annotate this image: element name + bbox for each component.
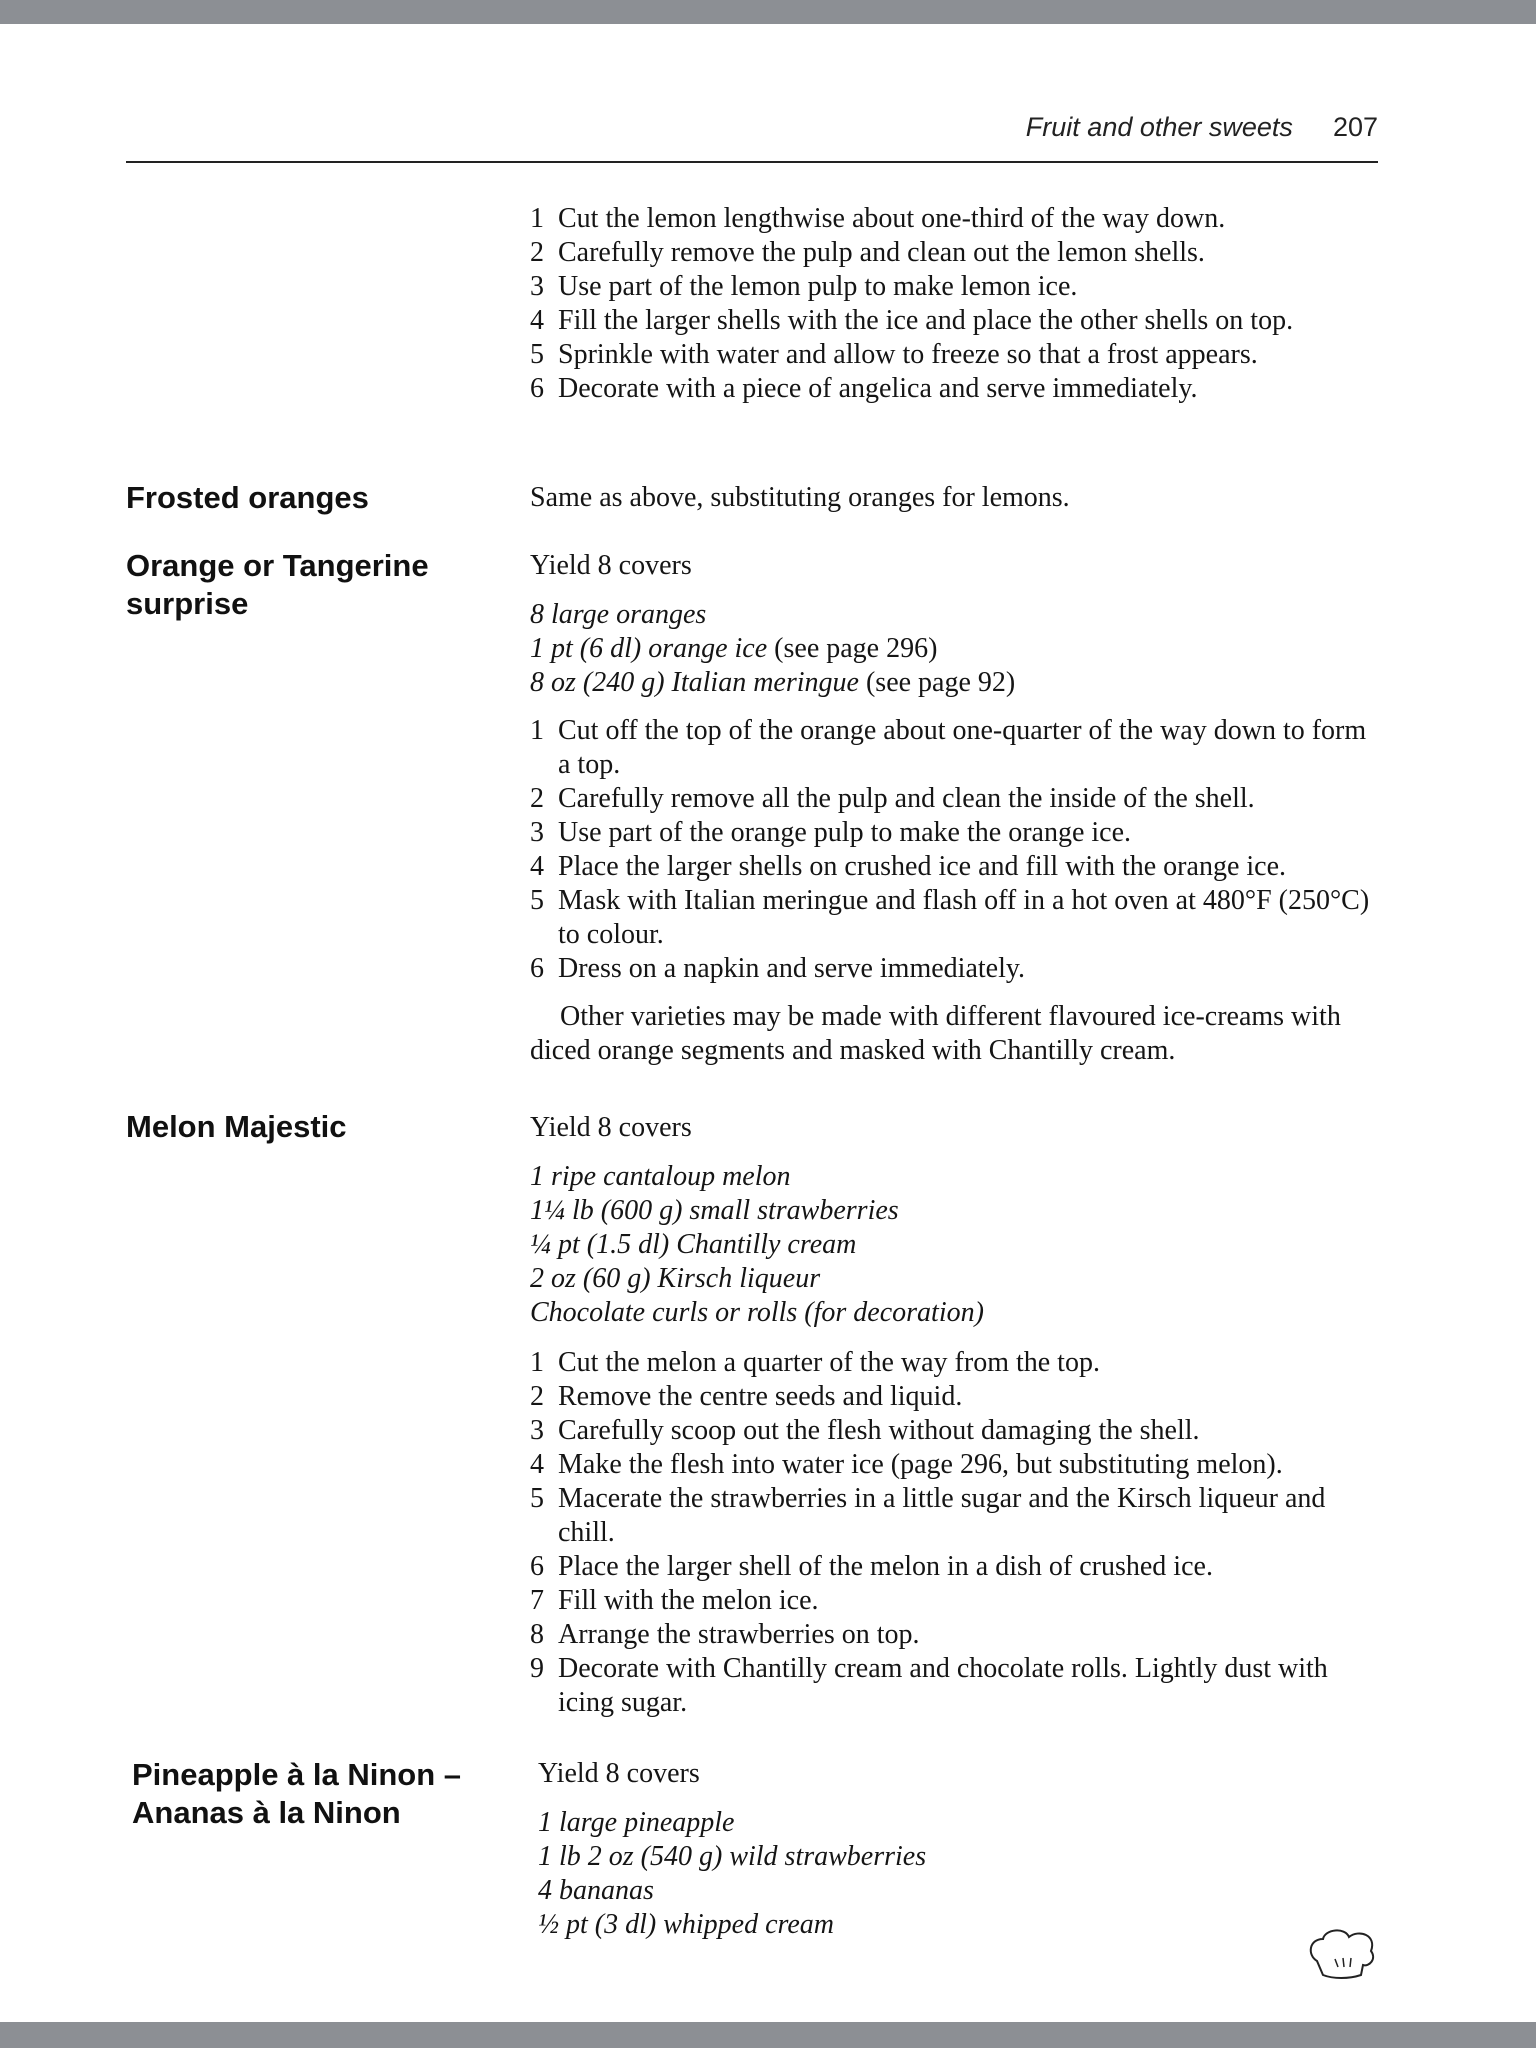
ingredient: 1 pt (6 dl) orange ice (see page 296) [530, 633, 938, 664]
running-head [0, 112, 1378, 152]
recipe-title-orange-surprise: Orange or Tangerine surprise [126, 548, 429, 621]
list-item: 1 Cut the lemon lengthwise about one-third of the way down. [530, 203, 1226, 234]
recipe-title-pineapple-ninon: Pineapple à la Ninon – Ananas à la Ninon [132, 1757, 462, 1830]
header-rule [126, 161, 1378, 163]
list-item: 3 Use part of the lemon pulp to make lemon ice. [530, 271, 1078, 302]
list-item: 6 Place the larger shell of the melon in a dish of crushed ice. [530, 1551, 1213, 1582]
ingredient: 4 bananas [538, 1875, 654, 1906]
list-item: 5 Macerate the strawberries in a little sugar and the Kirsch liqueur and chill. [530, 1483, 1326, 1548]
bottom-viewer-band [0, 2022, 1536, 2048]
list-item: 4 Fill the larger shells with the ice and place the other shells on top. [530, 305, 1294, 336]
list-item: 1 Cut the melon a quarter of the way from the top. [530, 1347, 1100, 1378]
ingredient: 1 large pineapple [538, 1807, 735, 1838]
ingredient: 1¼ lb (600 g) small strawberries [530, 1195, 899, 1226]
list-item: 4 Place the larger shells on crushed ice and fill with the orange ice. [530, 851, 1286, 882]
list-item: 3 Carefully scoop out the flesh without damaging the shell. [530, 1415, 1200, 1446]
chef-hat-icon [1305, 1925, 1385, 1985]
ingredient: ¼ pt (1.5 dl) Chantilly cream [530, 1229, 857, 1260]
pineapple-ninon-body [538, 1756, 1388, 1942]
recipe-title-melon-majestic: Melon Majestic [126, 1109, 347, 1144]
ingredient: 8 large oranges [530, 599, 707, 630]
list-item: 6 Dress on a napkin and serve immediately. [530, 953, 1026, 984]
list-item: 4 Make the flesh into water ice (page 296, but substituting melon). [530, 1449, 1283, 1480]
frosted-oranges-text: Same as above, substituting oranges for lemons. [530, 482, 1070, 513]
method-steps [530, 714, 1380, 986]
lemon-steps [530, 202, 1380, 406]
method-steps [530, 1346, 1380, 1720]
ingredient-list [538, 1806, 1388, 1942]
list-item: 7 Fill with the melon ice. [530, 1585, 819, 1616]
ingredient-list [530, 598, 1380, 700]
list-item: 5 Sprinkle with water and allow to freeze so that a frost appears. [530, 339, 1258, 370]
recipe-title-frosted-oranges: Frosted oranges [126, 480, 369, 515]
list-item: 2 Carefully remove all the pulp and clean the inside of the shell. [530, 783, 1255, 814]
section-title: Fruit and other sweets [1025, 112, 1293, 142]
list-item: 6 Decorate with a piece of angelica and serve immediately. [530, 373, 1198, 404]
orange-surprise-body [530, 548, 1380, 1068]
ingredient-list [530, 1160, 1380, 1330]
list-item: 8 Arrange the strawberries on top. [530, 1619, 920, 1650]
list-item: 3 Use part of the orange pulp to make the orange ice. [530, 817, 1132, 848]
ingredient: ½ pt (3 dl) whipped cream [538, 1909, 835, 1940]
yield-text: Yield 8 covers [530, 550, 692, 581]
page-number: 207 [1332, 112, 1378, 142]
top-viewer-band [0, 0, 1536, 24]
list-item: 9 Decorate with Chantilly cream and chocolate rolls. Lightly dust with icing sugar. [530, 1653, 1328, 1718]
yield-text: Yield 8 covers [530, 1112, 692, 1143]
variation-note: Other varieties may be made with different flavoured ice-creams with diced orange segments and masked with Chantilly cream. [530, 1001, 1341, 1066]
melon-majestic-body [530, 1110, 1380, 1720]
yield-text: Yield 8 covers [538, 1758, 700, 1789]
list-item: 1 Cut off the top of the orange about one-quarter of the way down to form a top. [530, 715, 1367, 780]
ingredient: 1 lb 2 oz (540 g) wild strawberries [538, 1841, 927, 1872]
list-item: 2 Remove the centre seeds and liquid. [530, 1381, 963, 1412]
list-item: 5 Mask with Italian meringue and flash off in a hot oven at 480°F (250°C) to colour. [530, 885, 1370, 950]
ingredient: 8 oz (240 g) Italian meringue (see page 92) [530, 667, 1016, 698]
ingredient: Chocolate curls or rolls (for decoration) [530, 1297, 984, 1328]
ingredient: 2 oz (60 g) Kirsch liqueur [530, 1263, 821, 1294]
ingredient: 1 ripe cantaloup melon [530, 1161, 791, 1192]
list-item: 2 Carefully remove the pulp and clean out the lemon shells. [530, 237, 1205, 268]
